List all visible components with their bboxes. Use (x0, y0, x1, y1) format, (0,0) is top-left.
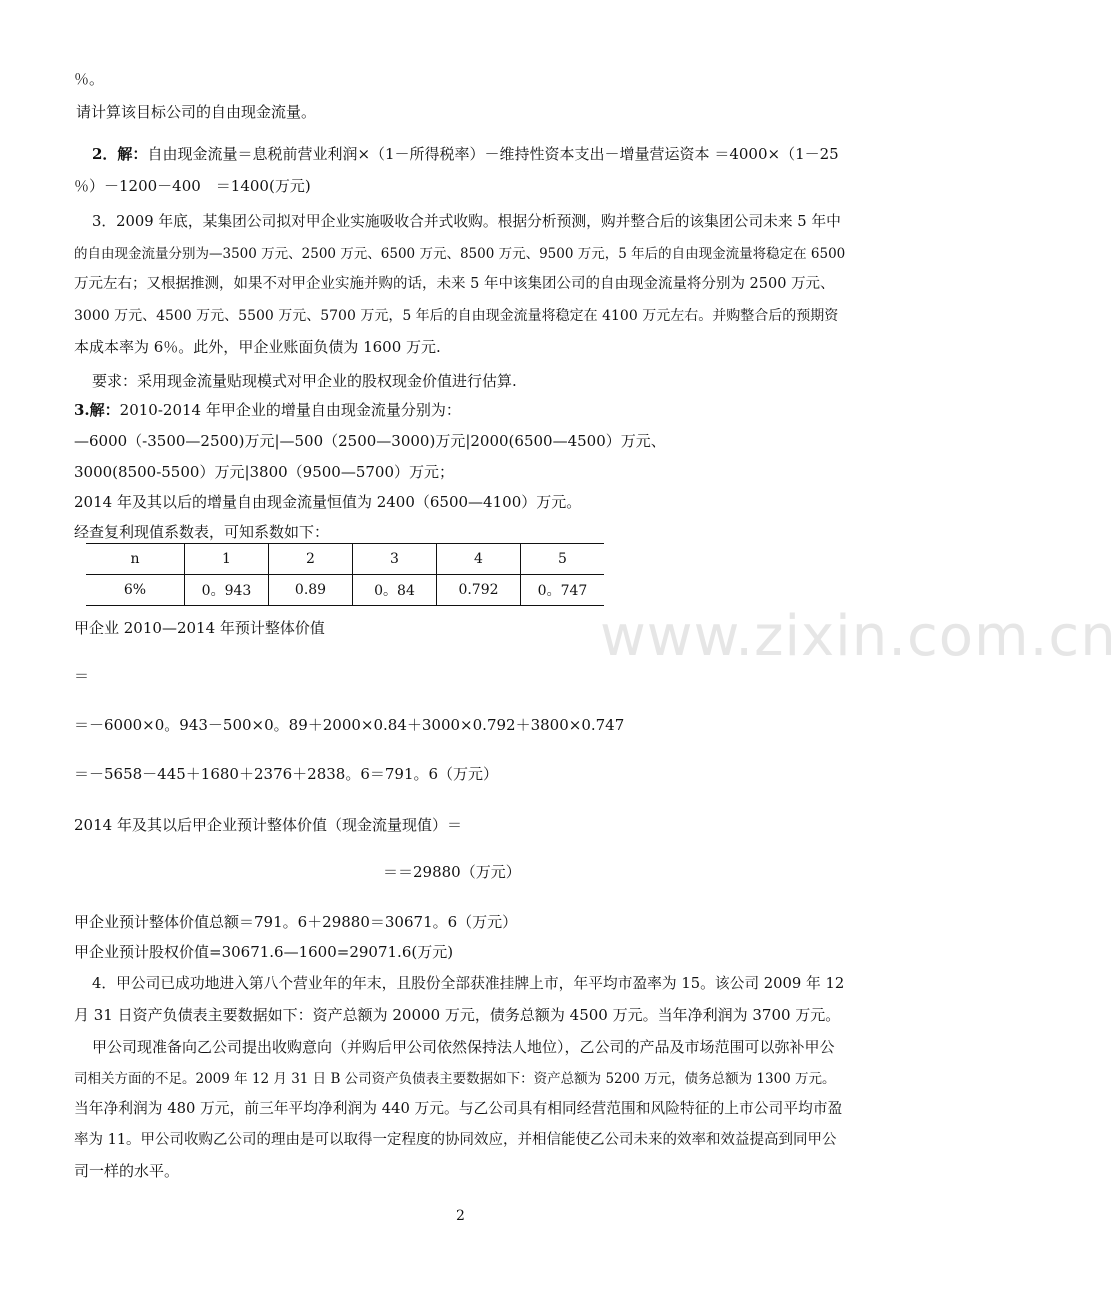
text-line: 本成本率为 6％。此外，甲企业账面负债为 1600 万元. (74, 338, 441, 356)
table-cell: 1 (185, 544, 269, 575)
table-cell: 4 (437, 544, 521, 575)
text-line: ％。 (74, 70, 105, 88)
text-line: 经查复利现值系数表，可知系数如下： (74, 523, 330, 541)
text-line: ＝ (74, 667, 90, 685)
text-line: 当年净利润为 480 万元，前三年平均净利润为 440 万元。与乙公司具有相同经营范围和风险特征的上市公司平均市盈 (74, 1100, 843, 1117)
text-line: 3000 万元、4500 万元、5500 万元、5700 万元，5 年后的自由现金流量将稳定在 4100 万元左右。并购整合后的预期资 (74, 308, 839, 324)
table-cell: 0。747 (521, 575, 605, 606)
solution-label: 3.解： (74, 401, 120, 419)
table-cell: 0。943 (185, 575, 269, 606)
table-cell: 6% (86, 575, 185, 606)
text-line: 3000(8500-5500）万元|3800（9500—5700）万元； (74, 463, 455, 481)
table-header-row (86, 544, 604, 575)
solution-3-line (74, 399, 461, 421)
text-line: 司相关方面的不足。2009 年 12 月 31 日 B 公司资产负债表主要数据如下：资产总额为 5200 万元，债务总额为 1300 万元。 (74, 1071, 836, 1087)
watermark: www.zixin.com.cn (600, 604, 1117, 669)
text-line: 4．甲公司已成功地进入第八个营业年的年末，且股份全部获准挂牌上市，年平均市盈率为 15。该公司 2009 年 12 (92, 975, 845, 992)
requirement-line: 要求：采用现金流量贴现模式对甲企业的股权现金价值进行估算. (92, 372, 517, 390)
formula-line: ＝－6000×0。943－500×0。89＋2000×0.84＋3000×0.792＋3800×0.747 (74, 716, 625, 734)
table-row (86, 575, 604, 606)
table-cell: 0.89 (269, 575, 353, 606)
text-line: 2014 年及其以后甲企业预计整体价值（现金流量现值）＝ (74, 816, 462, 834)
discount-factor-table (86, 543, 604, 606)
text-line: —6000（-3500—2500)万元|—500（2500—3000)万元|2000(6500—4500）万元、 (74, 432, 666, 450)
text-line: 甲公司现准备向乙公司提出收购意向（并购后甲公司依然保持法人地位），乙公司的产品及市场范围可以弥补甲公 (92, 1038, 835, 1056)
table-cell: 3 (353, 544, 437, 575)
table-cell: 2 (269, 544, 353, 575)
text-line: 甲企业预计整体价值总额＝791。6＋29880＝30671。6（万元） (74, 913, 518, 931)
formula-text: 自由现金流量＝息税前营业利润×（1－所得税率）－维持性资本支出－增量营运资本 ＝4000×（1－25 (147, 145, 839, 163)
solution-2-line (92, 143, 839, 165)
table-cell: 0.792 (437, 575, 521, 606)
text-line: 率为 11。甲公司收购乙公司的理由是可以取得一定程度的协同效应，并相信能使乙公司未来的效率和效益提高到同甲公 (74, 1132, 837, 1148)
page-number: 2 (456, 1208, 465, 1224)
text-line: ％）－1200－400 ＝1400(万元) (74, 177, 311, 195)
text-line: 的自由现金流量分别为—3500 万元、2500 万元、6500 万元、8500 万元、9500 万元，5 年后的自由现金流量将稳定在 6500 (74, 246, 846, 262)
formula-line: ＝－5658－445＋1680＋2376＋2838。6＝791。6（万元） (74, 765, 499, 783)
table-cell: 0。84 (353, 575, 437, 606)
text-line: 3．2009 年底，某集团公司拟对甲企业实施吸收合并式收购。根据分析预测，购并整合后的该集团公司未来 5 年中 (92, 213, 841, 230)
formula-line: ＝＝29880（万元） (383, 863, 521, 881)
text-line: 甲企业 2010—2014 年预计整体价值 (74, 619, 325, 637)
text-span: 2010-2014 年甲企业的增量自由现金流量分别为： (119, 401, 461, 419)
text-line: 司一样的水平。 (74, 1162, 180, 1180)
solution-label: 2．解： (92, 145, 148, 163)
text-line: 万元左右；又根据推测，如果不对甲企业实施并购的话，未来 5 年中该集团公司的自由现金流量将分别为 2500 万元、 (74, 276, 835, 292)
table-cell: 5 (521, 544, 605, 575)
table-cell: n (86, 544, 185, 575)
text-line: 甲企业预计股权价值=30671.6—1600=29071.6(万元) (74, 943, 454, 961)
text-line: 月 31 日资产负债表主要数据如下：资产总额为 20000 万元，债务总额为 4500 万元。当年净利润为 3700 万元。 (74, 1006, 841, 1024)
text-line: 2014 年及其以后的增量自由现金流量恒值为 2400（6500—4100）万元。 (74, 493, 582, 511)
text-line: 请计算该目标公司的自由现金流量。 (76, 103, 317, 121)
